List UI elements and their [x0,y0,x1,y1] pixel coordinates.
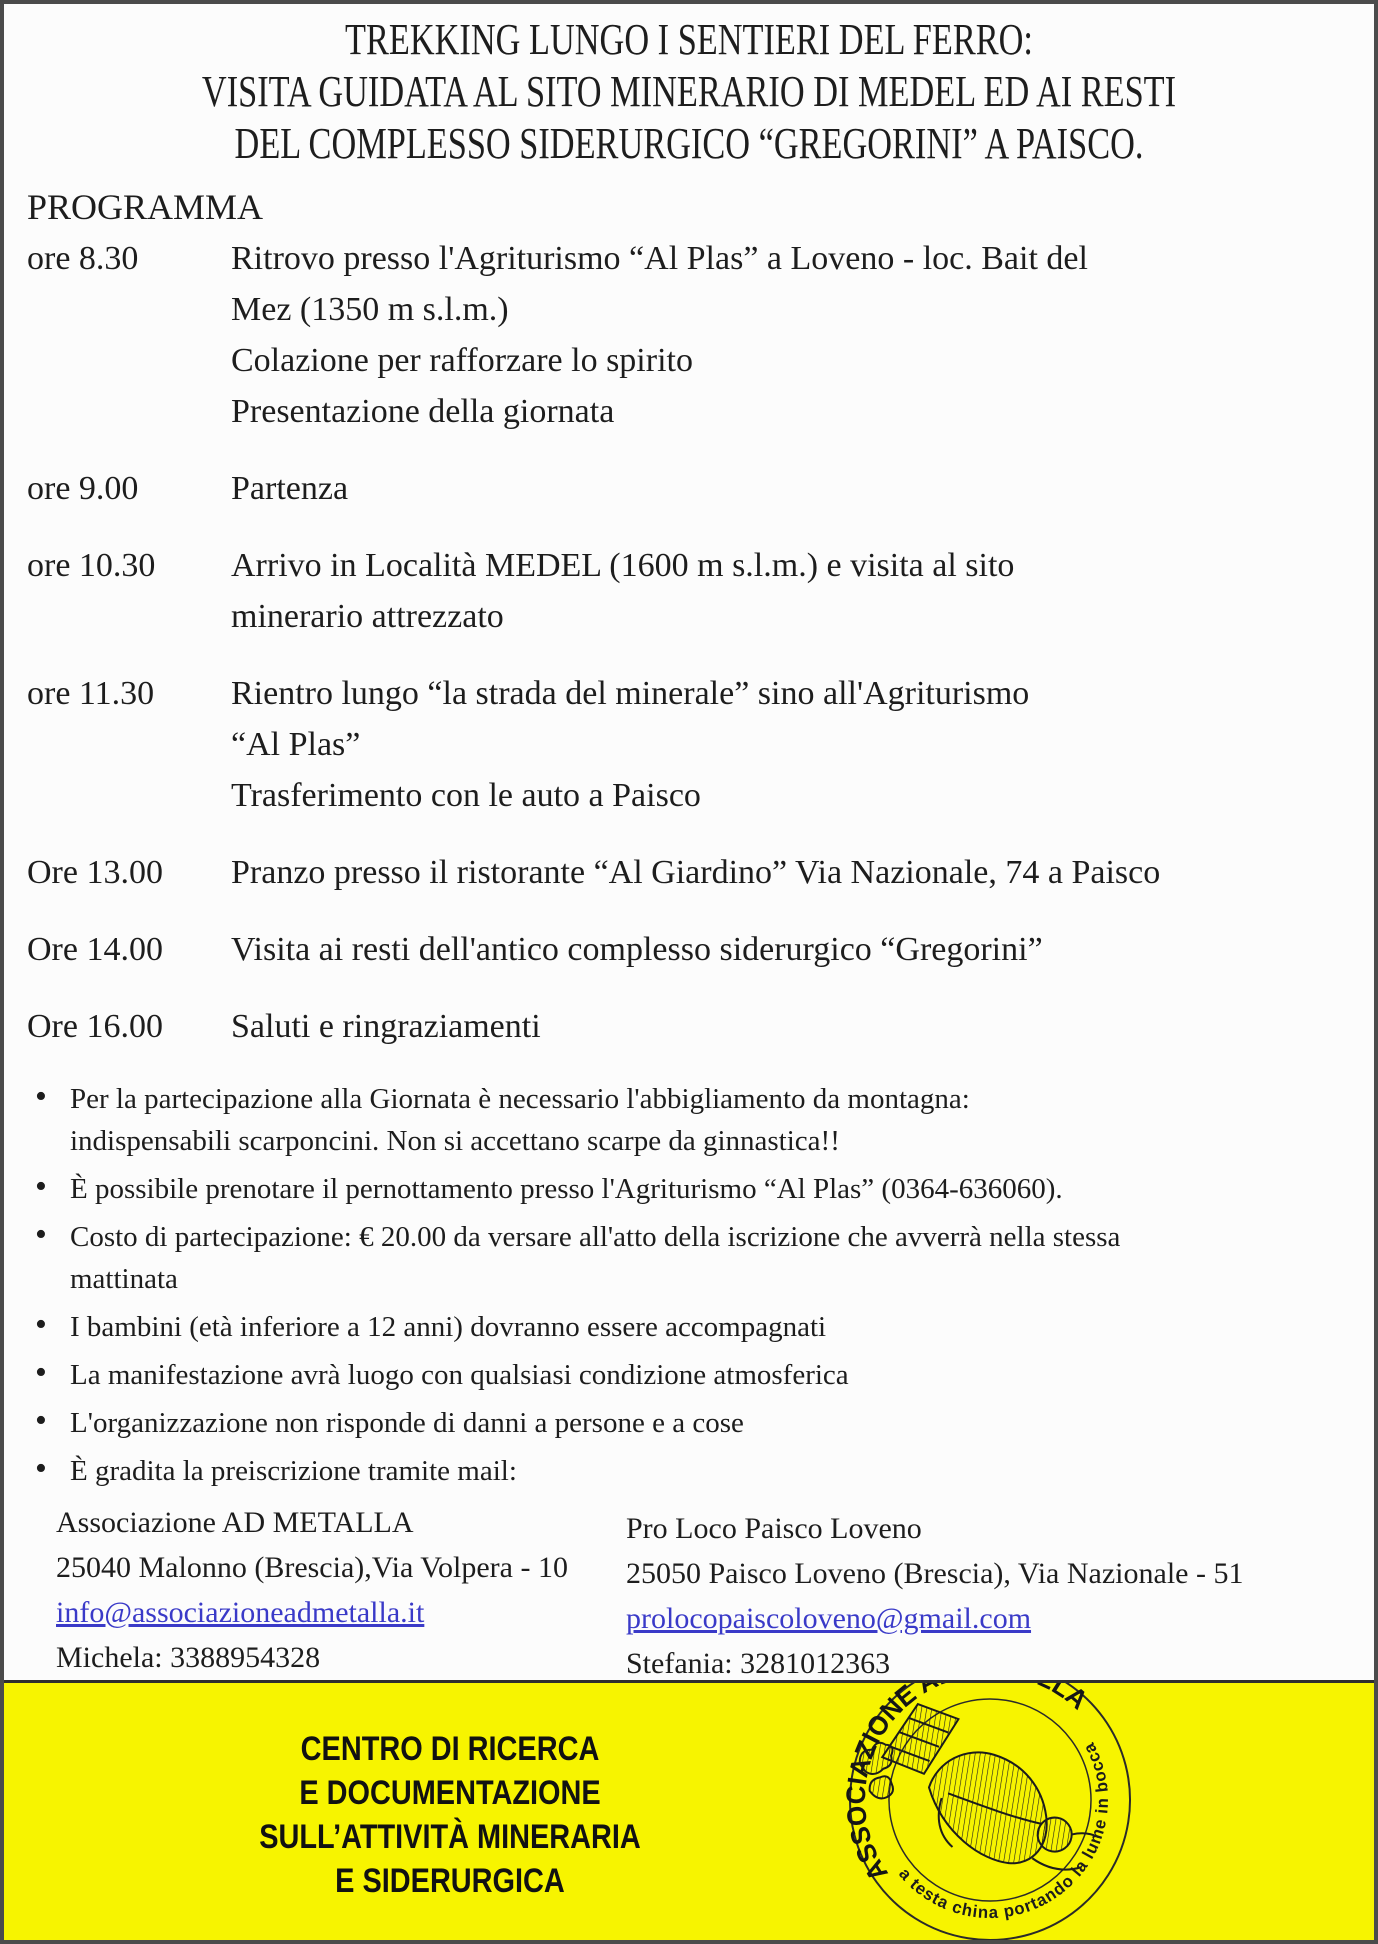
note-item [70,1354,1374,1396]
footer-text-line: E SIDERURGICA [335,1862,565,1900]
entry-line: Ritrovo presso l'Agriturismo “Al Plas” a Loveno - loc. Bait del [231,240,1088,277]
footer-center-text [195,1727,705,1903]
entry-line: Pranzo presso il ristorante “Al Giardino” Via Nazionale, 74 a Paisco [231,854,1161,891]
entry-line: minerario attrezzato [231,598,504,635]
programma-entry [27,463,1374,514]
note-line: • È gradita la preiscrizione tramite mail: [70,1455,517,1487]
entry-time: Ore 13.00 [27,854,163,891]
contact-pro-loco-paisco-loveno [626,1506,1243,1686]
entry-time: Ore 14.00 [27,931,163,968]
notes-list [4,1078,1374,1492]
note-line: • I bambini (età inferiore a 12 anni) dovranno essere accompagnati [70,1311,827,1343]
contact-phone: Michela: 3388954328 [56,1641,321,1674]
title-line: VISITA GUIDATA AL SITO MINERARIO DI MEDEL ED AI RESTI [201,67,1177,116]
entry-time: Ore 16.00 [27,1008,163,1045]
entry-description [231,1001,1374,1052]
entry-description [231,463,1374,514]
programma-entry [27,847,1374,898]
contact-email-link[interactable]: prolocopaiscoloveno@gmail.com [626,1602,1032,1635]
entry-description [231,540,1374,642]
entry-time: ore 11.30 [27,675,155,712]
programma-entries [27,233,1374,1052]
entry-line: Presentazione della giornata [231,393,615,430]
programma-entry [27,540,1374,642]
programma-entry [27,233,1374,437]
entry-description [231,924,1374,975]
footer-text-line: E DOCUMENTAZIONE [299,1774,601,1812]
entry-line: Visita ai resti dell'antico complesso siderurgico “Gregorini” [231,931,1043,968]
programma-entry [27,924,1374,975]
contact-phone: Stefania: 3281012363 [626,1647,891,1680]
entry-description [231,233,1374,437]
note-line: • La manifestazione avrà luogo con qualsiasi condizione atmosferica [70,1359,849,1391]
note-line: • Costo di partecipazione: € 20.00 da versare all'atto della iscrizione che avverrà nella stessa [70,1221,1121,1253]
title-line: TREKKING LUNGO I SENTIERI DEL FERRO: [345,15,1033,64]
note-line: • L'organizzazione non risponde di danni a persone e a cose [70,1407,744,1439]
entry-line: Mez (1350 m s.l.m.) [231,291,509,328]
title-line: DEL COMPLESSO SIDERURGICO “GREGORINI” A PAISCO. [234,119,1144,168]
contact-name: Pro Loco Paisco Loveno [626,1512,922,1545]
entry-line: “Al Plas” [231,726,361,763]
entry-line: Trasferimento con le auto a Paisco [231,777,701,814]
stamp-bottom-arc-text: a testa china portando la lume in bocca [895,1739,1113,1923]
contact-address: 25050 Paisco Loveno (Brescia), Via Nazionale - 51 [626,1557,1244,1590]
entry-time: ore 8.30 [27,240,139,277]
contacts-section [56,1500,1374,1686]
contact-associazione-ad-metalla [56,1500,626,1686]
note-item [70,1078,1374,1162]
note-item [70,1450,1374,1492]
contact-address: 25040 Malonno (Brescia),Via Volpera - 10 [56,1551,568,1584]
entry-description [231,847,1374,898]
note-item [70,1306,1374,1348]
note-line: mattinata [70,1263,178,1295]
contact-name: Associazione AD METALLA [56,1506,414,1539]
entry-line: Saluti e ringraziamenti [231,1008,541,1045]
footer-text-line: SULL’ATTIVITÀ MINERARIA [259,1818,641,1856]
entry-line: Rientro lungo “la strada del minerale” sino all'Agriturismo [231,675,1030,712]
entry-time: ore 9.00 [27,470,139,507]
note-item [70,1216,1374,1300]
programma-heading: PROGRAMMA [27,187,264,227]
entry-line: Partenza [231,470,349,507]
entry-line: Arrivo in Località MEDEL (1600 m s.l.m.) e visita al sito [231,547,1015,584]
programma-entry [27,1001,1374,1052]
footer-text-line: CENTRO DI RICERCA [300,1730,600,1768]
note-line: indispensabili scarponcini. Non si accettano scarpe da ginnastica!! [70,1125,840,1157]
association-stamp-logo [780,1650,1199,1940]
title-block [155,14,1224,170]
note-item [70,1402,1374,1444]
entry-time: ore 10.30 [27,547,156,584]
contact-email-link[interactable]: info@associazioneadmetalla.it [56,1596,425,1629]
entry-description [231,668,1374,821]
note-item [70,1168,1374,1210]
note-line: • È possibile prenotare il pernottamento presso l'Agriturismo “Al Plas” (0364-636060). [70,1173,1063,1205]
note-line: • Per la partecipazione alla Giornata è necessario l'abbigliamento da montagna: [70,1083,970,1115]
programma-entry [27,668,1374,821]
stamp-top-arc-text: ASSOCIAZIONE AD METALLA [840,1650,1095,1887]
entry-line: Colazione per rafforzare lo spirito [231,342,693,379]
